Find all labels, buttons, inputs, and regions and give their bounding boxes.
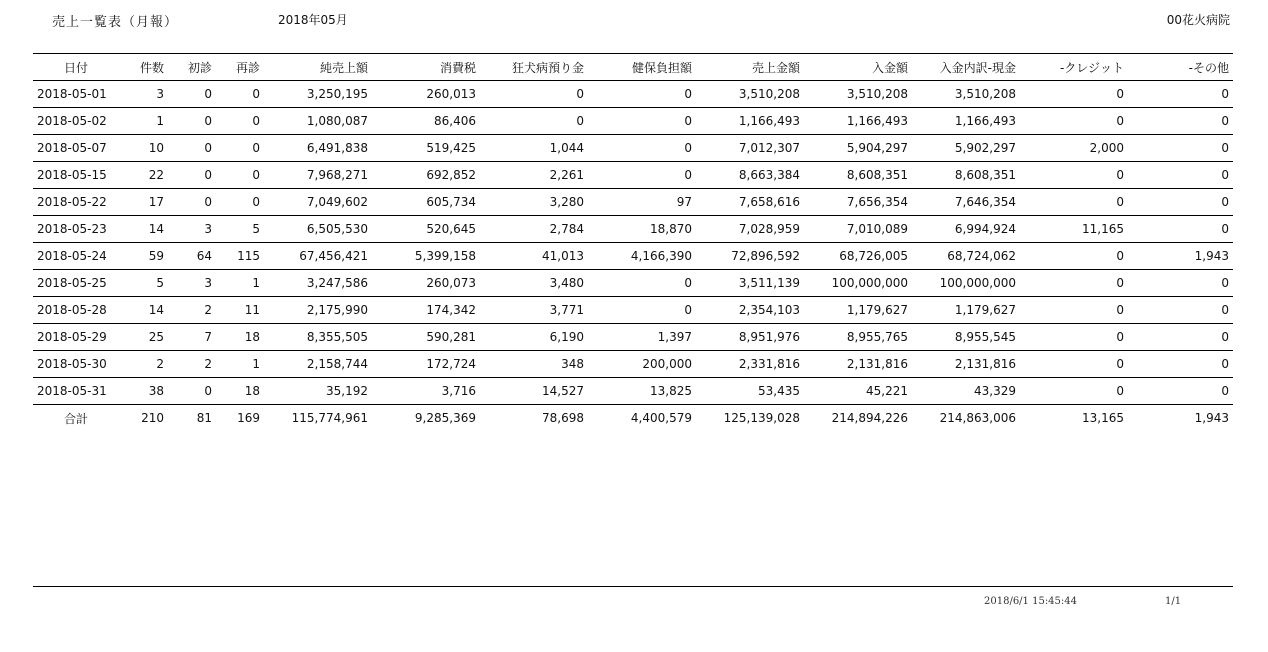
cell-date: 2018-05-23 [37,222,107,236]
cell-credit: 0 [1116,168,1124,182]
cell-revisit: 18 [244,330,260,344]
cell-credit: 0 [1116,357,1124,371]
cell-insurance: 0 [684,114,692,128]
cell-revisit: 1 [252,357,260,371]
cell-other: 0 [1221,141,1229,155]
cell-payment: 7,010,089 [846,222,908,236]
column-header-rabies-deposit: 狂犬病預り金 [511,60,584,75]
cell-revisit: 0 [252,168,260,182]
cell-other: 0 [1221,87,1229,101]
column-header-first-visit: 初診 [187,60,212,75]
cell-tax: 692,852 [426,168,476,182]
cell-tax: 519,425 [426,141,476,155]
cell-other: 0 [1221,114,1229,128]
page-number: 1/1 [1165,596,1182,607]
cell-sales-amount: 8,663,384 [738,168,800,182]
cell-rabies-deposit: 0 [576,87,584,101]
cell-credit: 0 [1116,330,1124,344]
total-rabies-deposit: 78,698 [542,411,584,425]
column-header-sales-amount: 売上金額 [751,60,800,75]
cell-payment: 2,131,816 [846,357,908,371]
cell-first-visit: 2 [204,303,212,317]
cell-other: 0 [1221,384,1229,398]
cell-payment: 8,608,351 [846,168,908,182]
clinic-name: 00花火病院 [1166,13,1230,27]
cell-date: 2018-05-07 [37,141,107,155]
cell-insurance: 97 [676,195,692,209]
cell-sales-amount: 2,354,103 [738,303,800,317]
cell-other: 0 [1221,168,1229,182]
total-count: 210 [141,411,164,425]
cell-tax: 260,013 [426,87,476,101]
cell-cash: 1,179,627 [954,303,1016,317]
total-sales-amount: 125,139,028 [723,411,800,425]
cell-date: 2018-05-29 [37,330,107,344]
cell-sales-amount: 1,166,493 [738,114,800,128]
cell-tax: 520,645 [426,222,476,236]
report-period: 2018年05月 [278,13,348,27]
cell-insurance: 0 [684,87,692,101]
table-row [33,216,1233,243]
column-header-insurance: 健保負担額 [631,60,692,75]
column-header-net-sales: 純売上額 [319,60,368,75]
cell-cash: 3,510,208 [954,87,1016,101]
cell-payment: 68,726,005 [839,249,908,263]
cell-rabies-deposit: 3,280 [549,195,584,209]
cell-sales-amount: 3,511,139 [738,276,800,290]
cell-count: 10 [148,141,164,155]
totals-row [33,405,1233,432]
cell-revisit: 115 [237,249,260,263]
cell-cash: 100,000,000 [939,276,1016,290]
cell-count: 59 [148,249,164,263]
table-row [33,108,1233,135]
total-insurance: 4,400,579 [630,411,692,425]
cell-count: 14 [148,303,164,317]
cell-revisit: 18 [244,384,260,398]
cell-revisit: 0 [252,141,260,155]
cell-net-sales: 8,355,505 [306,330,368,344]
cell-tax: 3,716 [441,384,476,398]
cell-other: 1,943 [1194,249,1229,263]
print-datetime: 2018/6/1 15:45:44 [984,596,1078,607]
totals-label: 合計 [63,411,88,426]
cell-insurance: 18,870 [650,222,692,236]
cell-count: 38 [148,384,164,398]
column-header-other: -その他 [1188,60,1229,75]
cell-credit: 0 [1116,195,1124,209]
cell-rabies-deposit: 2,784 [549,222,584,236]
cell-count: 14 [148,222,164,236]
cell-tax: 590,281 [426,330,476,344]
cell-count: 3 [156,87,164,101]
cell-net-sales: 6,505,530 [306,222,368,236]
cell-date: 2018-05-31 [37,384,107,398]
cell-insurance: 0 [684,276,692,290]
cell-insurance: 0 [684,168,692,182]
cell-cash: 5,902,297 [954,141,1016,155]
cell-payment: 1,166,493 [846,114,908,128]
cell-payment: 3,510,208 [846,87,908,101]
cell-other: 0 [1221,357,1229,371]
cell-credit: 0 [1116,384,1124,398]
cell-first-visit: 0 [204,168,212,182]
cell-first-visit: 3 [204,276,212,290]
cell-date: 2018-05-15 [37,168,107,182]
cell-other: 0 [1221,276,1229,290]
cell-tax: 5,399,158 [414,249,476,263]
cell-first-visit: 3 [204,222,212,236]
cell-sales-amount: 72,896,592 [731,249,800,263]
cell-credit: 0 [1116,87,1124,101]
cell-first-visit: 0 [204,87,212,101]
cell-credit: 0 [1116,303,1124,317]
column-header-credit: -クレジット [1059,60,1124,75]
cell-date: 2018-05-01 [37,87,107,101]
cell-cash: 8,608,351 [954,168,1016,182]
column-header-date: 日付 [63,60,88,75]
cell-first-visit: 0 [204,195,212,209]
cell-first-visit: 2 [204,357,212,371]
cell-rabies-deposit: 14,527 [542,384,584,398]
table-row [33,324,1233,351]
cell-net-sales: 2,175,990 [306,303,368,317]
cell-credit: 0 [1116,249,1124,263]
cell-net-sales: 7,968,271 [306,168,368,182]
table-row [33,189,1233,216]
cell-cash: 6,994,924 [954,222,1016,236]
cell-credit: 2,000 [1089,141,1124,155]
total-net-sales: 115,774,961 [291,411,368,425]
cell-insurance: 1,397 [657,330,692,344]
cell-payment: 100,000,000 [831,276,908,290]
cell-payment: 1,179,627 [846,303,908,317]
cell-date: 2018-05-30 [37,357,107,371]
cell-count: 22 [148,168,164,182]
cell-payment: 5,904,297 [846,141,908,155]
cell-rabies-deposit: 3,771 [549,303,584,317]
cell-date: 2018-05-02 [37,114,107,128]
column-header-payment: 入金額 [871,60,908,75]
cell-insurance: 200,000 [642,357,692,371]
cell-insurance: 0 [684,303,692,317]
cell-payment: 45,221 [866,384,908,398]
cell-sales-amount: 2,331,816 [738,357,800,371]
cell-net-sales: 35,192 [326,384,368,398]
cell-first-visit: 0 [204,384,212,398]
cell-cash: 68,724,062 [947,249,1016,263]
cell-net-sales: 3,247,586 [306,276,368,290]
header-row [33,54,1233,81]
cell-rabies-deposit: 41,013 [542,249,584,263]
cell-net-sales: 6,491,838 [306,141,368,155]
cell-sales-amount: 7,028,959 [738,222,800,236]
cell-date: 2018-05-22 [37,195,107,209]
total-other: 1,943 [1194,411,1229,425]
cell-other: 0 [1221,195,1229,209]
cell-cash: 43,329 [974,384,1016,398]
cell-net-sales: 1,080,087 [306,114,368,128]
cell-tax: 605,734 [426,195,476,209]
cell-tax: 174,342 [426,303,476,317]
cell-revisit: 11 [244,303,260,317]
cell-payment: 8,955,765 [846,330,908,344]
cell-sales-amount: 7,658,616 [738,195,800,209]
cell-first-visit: 7 [204,330,212,344]
cell-cash: 8,955,545 [954,330,1016,344]
cell-rabies-deposit: 3,480 [549,276,584,290]
cell-credit: 0 [1116,114,1124,128]
cell-count: 1 [156,114,164,128]
cell-count: 2 [156,357,164,371]
cell-sales-amount: 3,510,208 [738,87,800,101]
table-row [33,270,1233,297]
table-row [33,243,1233,270]
cell-credit: 11,165 [1082,222,1124,236]
cell-cash: 2,131,816 [954,357,1016,371]
cell-credit: 0 [1116,276,1124,290]
table-row [33,162,1233,189]
cell-net-sales: 7,049,602 [306,195,368,209]
table-row [33,351,1233,378]
cell-cash: 7,646,354 [954,195,1016,209]
cell-revisit: 0 [252,87,260,101]
cell-net-sales: 2,158,744 [306,357,368,371]
cell-first-visit: 0 [204,141,212,155]
cell-net-sales: 67,456,421 [299,249,368,263]
sales-table [33,53,1233,431]
cell-revisit: 0 [252,195,260,209]
total-revisit: 169 [237,411,260,425]
cell-rabies-deposit: 1,044 [549,141,584,155]
total-tax: 9,285,369 [414,411,476,425]
cell-insurance: 13,825 [650,384,692,398]
cell-first-visit: 0 [204,114,212,128]
table-row [33,297,1233,324]
table-row [33,81,1233,108]
cell-rabies-deposit: 2,261 [549,168,584,182]
cell-cash: 1,166,493 [954,114,1016,128]
column-header-cash: 入金内訳-現金 [939,60,1016,75]
cell-payment: 7,656,354 [846,195,908,209]
report-title: 売上一覧表（月報） [52,15,179,30]
footer-divider [33,586,1233,587]
cell-sales-amount: 8,951,976 [738,330,800,344]
total-payment: 214,894,226 [831,411,908,425]
cell-revisit: 5 [252,222,260,236]
cell-revisit: 1 [252,276,260,290]
column-header-revisit: 再診 [235,60,260,75]
total-cash: 214,863,006 [939,411,1016,425]
cell-date: 2018-05-24 [37,249,107,263]
cell-count: 25 [148,330,164,344]
cell-insurance: 0 [684,141,692,155]
cell-date: 2018-05-25 [37,276,107,290]
table-row [33,378,1233,405]
cell-first-visit: 64 [196,249,212,263]
column-header-tax: 消費税 [439,60,476,75]
cell-date: 2018-05-28 [37,303,107,317]
cell-other: 0 [1221,222,1229,236]
cell-net-sales: 3,250,195 [306,87,368,101]
cell-rabies-deposit: 0 [576,114,584,128]
cell-tax: 260,073 [426,276,476,290]
cell-other: 0 [1221,330,1229,344]
total-credit: 13,165 [1082,411,1124,425]
table-row [33,135,1233,162]
cell-other: 0 [1221,303,1229,317]
cell-tax: 172,724 [426,357,476,371]
column-header-count: 件数 [139,60,164,75]
cell-count: 17 [148,195,164,209]
cell-revisit: 0 [252,114,260,128]
cell-rabies-deposit: 348 [561,357,584,371]
cell-sales-amount: 7,012,307 [738,141,800,155]
cell-sales-amount: 53,435 [758,384,800,398]
total-first-visit: 81 [196,411,212,425]
cell-count: 5 [156,276,164,290]
cell-insurance: 4,166,390 [630,249,692,263]
cell-tax: 86,406 [434,114,476,128]
cell-rabies-deposit: 6,190 [549,330,584,344]
